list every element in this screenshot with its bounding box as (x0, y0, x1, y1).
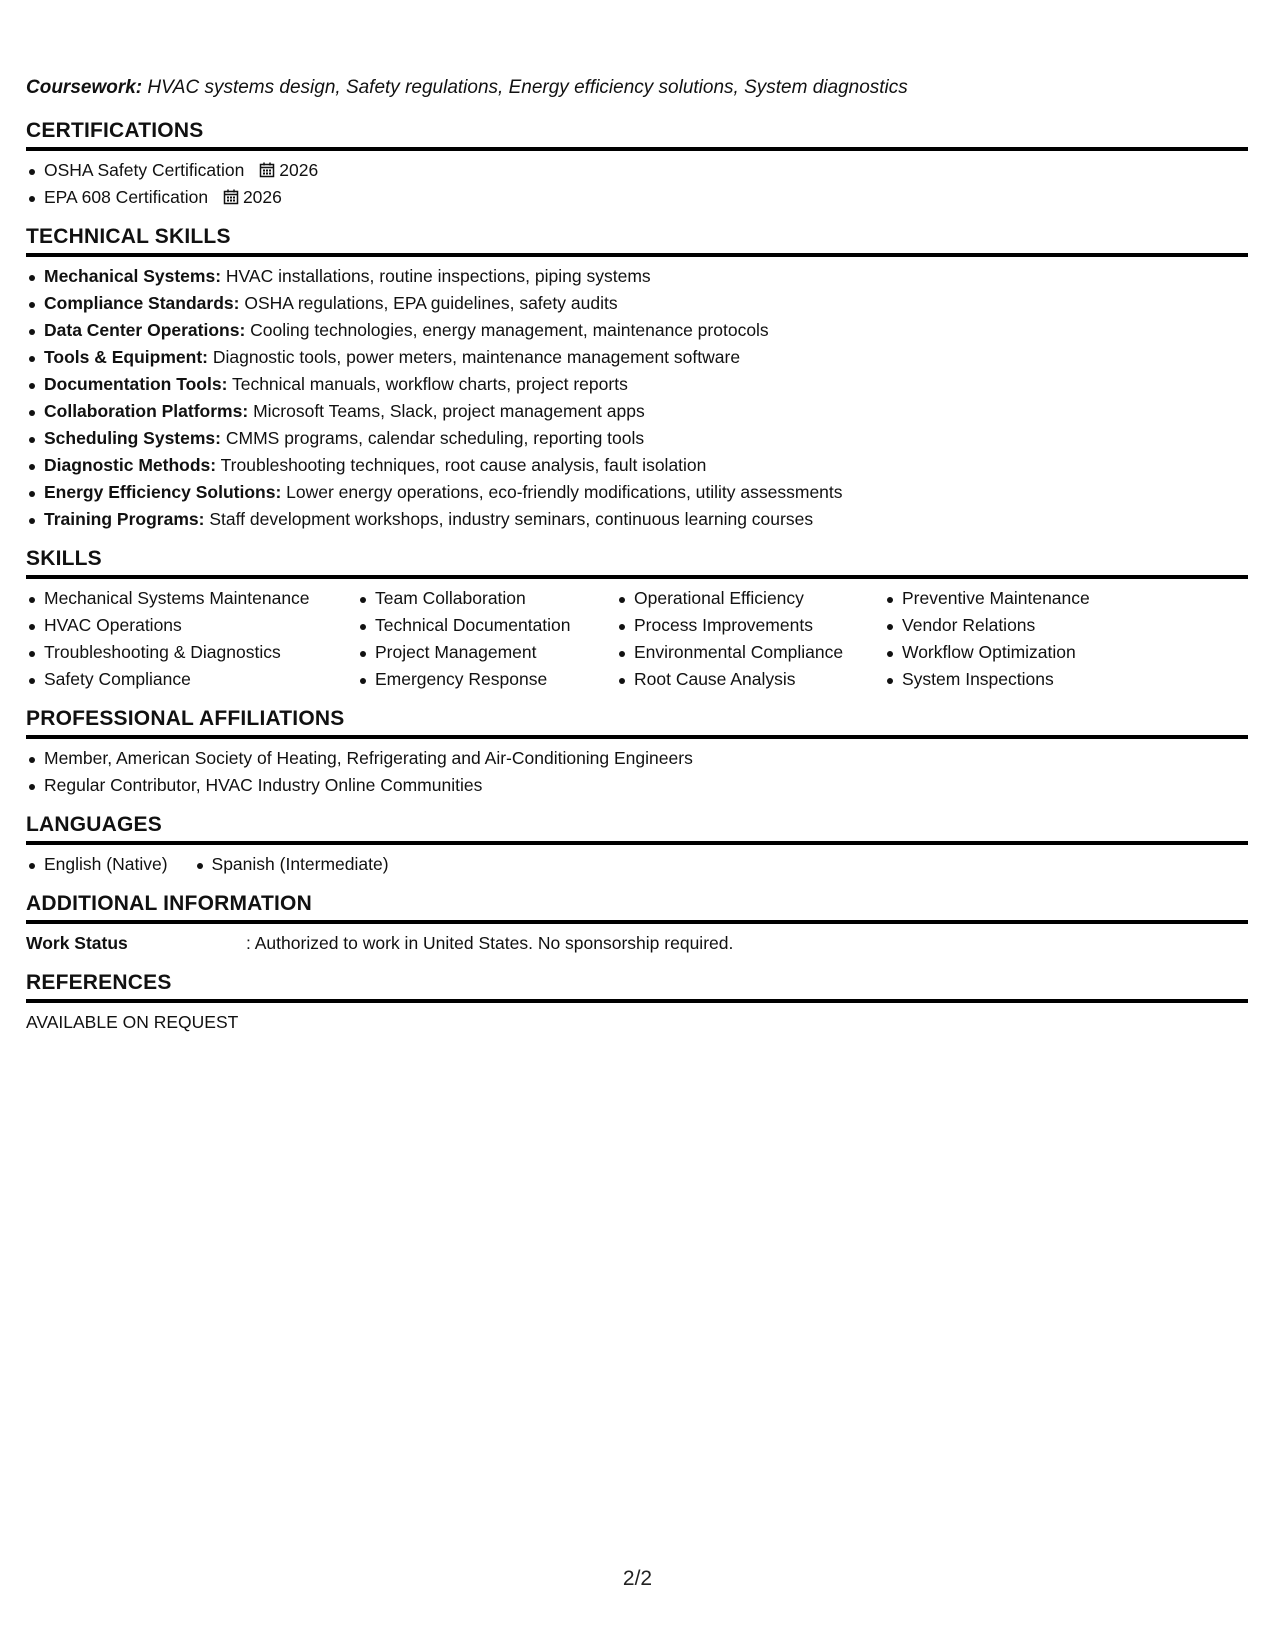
affiliations-section (26, 707, 1248, 799)
languages-list (26, 851, 1248, 878)
affiliations-list (26, 745, 1248, 799)
skill-item: System Inspections (884, 666, 1184, 693)
skill-item: Technical Documentation (357, 612, 616, 639)
technical-skill-value: HVAC installations, routine inspections, piping systems (225, 265, 651, 286)
coursework-text: HVAC systems design, Safety regulations, Energy efficiency solutions, System diagnostics (147, 77, 908, 98)
skills-heading: SKILLS (26, 547, 1248, 579)
technical-skill-item (26, 452, 1248, 479)
skills-column (357, 585, 616, 693)
certification-item (26, 184, 1248, 211)
certifications-list (26, 157, 1248, 211)
resume-page (26, 76, 1248, 1036)
certification-year: 2026 (279, 159, 319, 180)
technical-skill-value: CMMS programs, calendar scheduling, reporting tools (225, 427, 645, 448)
coursework-line (26, 76, 1248, 101)
technical-skill-label: Data Center Operations: (44, 319, 246, 340)
coursework-label: Coursework: (26, 77, 143, 98)
references-section (26, 971, 1248, 1036)
skill-item: Environmental Compliance (616, 639, 884, 666)
technical-skill-item (26, 371, 1248, 398)
certification-item (26, 157, 1248, 184)
technical-skills-heading: TECHNICAL SKILLS (26, 225, 1248, 257)
additional-info-section (26, 892, 1248, 957)
skill-item: Workflow Optimization (884, 639, 1184, 666)
language-item: English (Native) (26, 851, 168, 878)
skill-item: Preventive Maintenance (884, 585, 1184, 612)
technical-skill-item (26, 479, 1248, 506)
technical-skill-label: Collaboration Platforms: (44, 400, 249, 421)
language-item: Spanish (Intermediate) (194, 851, 389, 878)
technical-skills-list (26, 263, 1248, 533)
technical-skill-label: Training Programs: (44, 508, 205, 529)
skills-column (884, 585, 1184, 693)
skill-item: Process Improvements (616, 612, 884, 639)
work-status-row (26, 930, 1248, 957)
technical-skill-value: Troubleshooting techniques, root cause analysis, fault isolation (220, 454, 707, 475)
skill-item: Project Management (357, 639, 616, 666)
skill-item: HVAC Operations (26, 612, 357, 639)
technical-skill-item (26, 344, 1248, 371)
technical-skill-value: Microsoft Teams, Slack, project management apps (253, 400, 645, 421)
technical-skill-value: Lower energy operations, eco-friendly modifications, utility assessments (286, 481, 843, 502)
calendar-icon (223, 189, 239, 205)
skill-item: Emergency Response (357, 666, 616, 693)
technical-skill-item (26, 425, 1248, 452)
technical-skill-value: OSHA regulations, EPA guidelines, safety audits (244, 292, 618, 313)
technical-skills-section (26, 225, 1248, 533)
technical-skill-label: Mechanical Systems: (44, 265, 222, 286)
certification-year: 2026 (242, 186, 282, 207)
certifications-section (26, 119, 1248, 211)
skills-column (616, 585, 884, 693)
skill-item: Team Collaboration (357, 585, 616, 612)
skill-item: Troubleshooting & Diagnostics (26, 639, 357, 666)
skills-section (26, 547, 1248, 693)
additional-info-heading: ADDITIONAL INFORMATION (26, 892, 1248, 924)
skill-item: Operational Efficiency (616, 585, 884, 612)
references-text: AVAILABLE ON REQUEST (26, 1011, 239, 1032)
languages-heading: LANGUAGES (26, 813, 1248, 845)
certification-name: OSHA Safety Certification (44, 159, 245, 180)
technical-skill-label: Tools & Equipment: (44, 346, 208, 367)
technical-skill-item (26, 290, 1248, 317)
calendar-icon (259, 162, 275, 178)
technical-skill-label: Documentation Tools: (44, 373, 228, 394)
skills-grid (26, 585, 1248, 693)
technical-skill-value: Staff development workshops, industry seminars, continuous learning courses (209, 508, 814, 529)
technical-skill-value: Cooling technologies, energy management, maintenance protocols (250, 319, 769, 340)
technical-skill-label: Scheduling Systems: (44, 427, 221, 448)
languages-section (26, 813, 1248, 878)
affiliation-item: Member, American Society of Heating, Refrigerating and Air-Conditioning Engineers (26, 745, 1248, 772)
technical-skill-label: Compliance Standards: (44, 292, 240, 313)
skill-item: Root Cause Analysis (616, 666, 884, 693)
work-status-value: : Authorized to work in United States. No sponsorship required. (246, 932, 734, 953)
technical-skill-value: Diagnostic tools, power meters, maintenance management software (212, 346, 741, 367)
skills-column (26, 585, 357, 693)
technical-skill-item (26, 506, 1248, 533)
technical-skill-label: Energy Efficiency Solutions: (44, 481, 282, 502)
affiliation-item: Regular Contributor, HVAC Industry Online Communities (26, 772, 1248, 799)
technical-skill-value: Technical manuals, workflow charts, project reports (231, 373, 628, 394)
skill-item: Safety Compliance (26, 666, 357, 693)
skill-item: Vendor Relations (884, 612, 1184, 639)
affiliations-heading: PROFESSIONAL AFFILIATIONS (26, 707, 1248, 739)
technical-skill-label: Diagnostic Methods: (44, 454, 217, 475)
technical-skill-item (26, 317, 1248, 344)
skill-item: Mechanical Systems Maintenance (26, 585, 357, 612)
work-status-label: Work Status (26, 932, 128, 953)
certifications-heading: CERTIFICATIONS (26, 119, 1248, 151)
certification-name: EPA 608 Certification (44, 186, 209, 207)
technical-skill-item (26, 263, 1248, 290)
technical-skill-item (26, 398, 1248, 425)
references-heading: REFERENCES (26, 971, 1248, 1003)
page-number: 2/2 (622, 1567, 653, 1590)
